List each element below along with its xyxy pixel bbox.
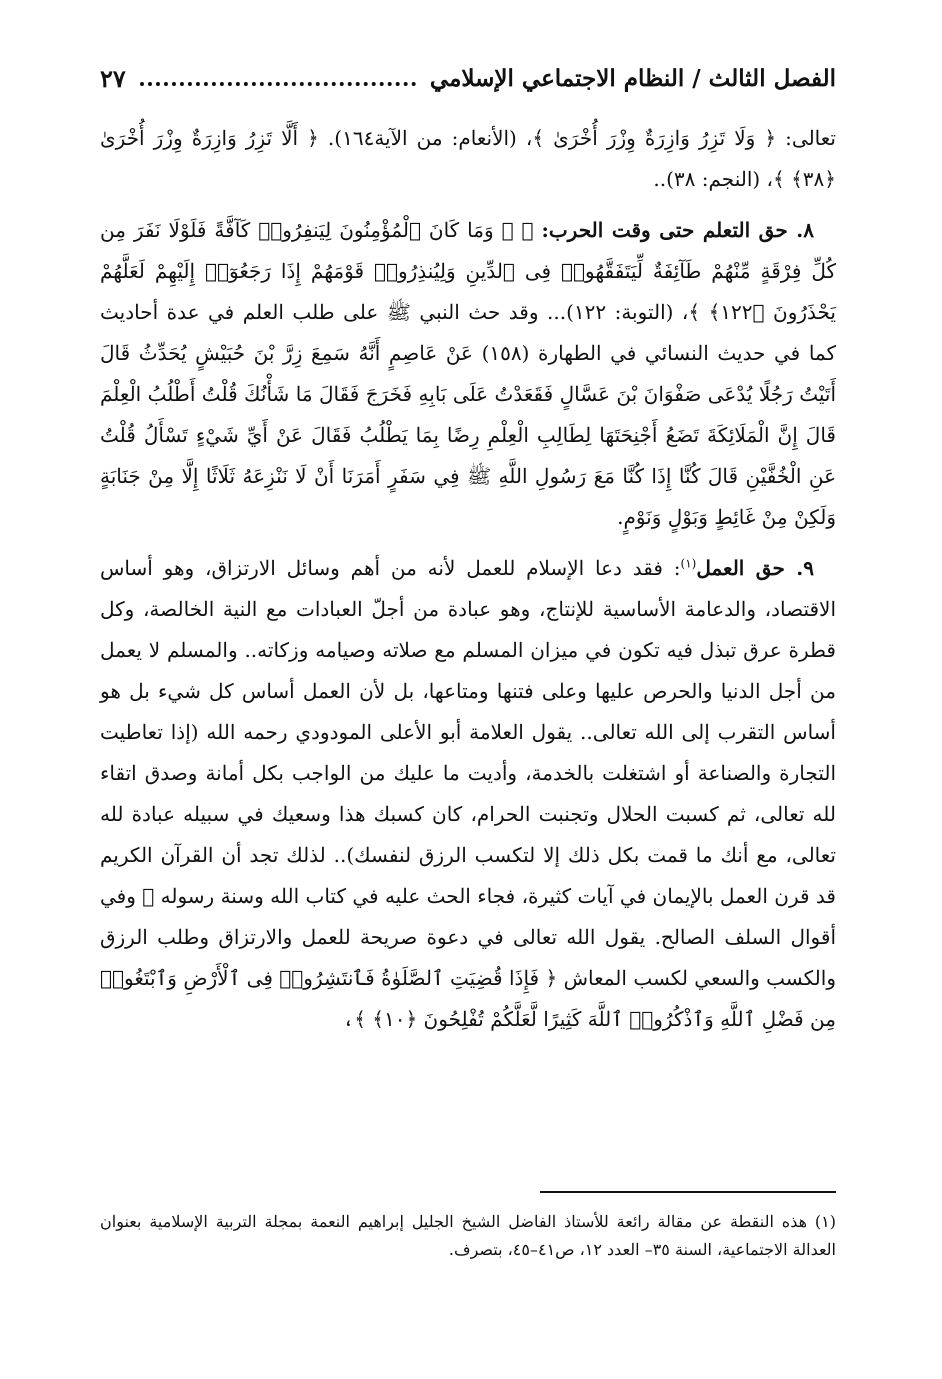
header-dotted-leader — [140, 82, 416, 86]
paragraph-2-heading: ٨. حق التعلم حتى وقت الحرب: — [541, 218, 814, 242]
paragraph-1 — [100, 118, 836, 200]
running-header — [100, 58, 836, 98]
footnote — [100, 1208, 836, 1264]
main-text — [100, 118, 836, 1040]
paragraph-2-text: ﴿ ۞ وَمَا كَانَ ٱلْمُؤْمِنُونَ لِيَنفِرُوا۟ كَآفَّةً فَلَوْلَا نَفَرَ مِن كُلِّ فِرْقَةٍ مِّنْهُمْ طَآئِفَةٌ لِّيَتَفَقَّهُوا۟ فِى ٱلدِّينِ وَلِيُنذِرُوا۟ قَوْمَهُمْ إِذَا رَجَعُوٓا۟ إِلَيْهِمْ لَعَلَّهُمْ يَحْذَرُونَ ﴿١٢٢﴾ ﴾، (التوبة: ١٢٢)... وقد حث النبي ﷺ على طلب العلم في عدة أحاديث كما في حديث النسائي في الطهارة (١٥٨) عَنْ عَاصِمٍ أَنَّهُ سَمِعَ زِرَّ بْنَ حُبَيْشٍ يُحَدِّثُ قَالَ أَتَيْتُ رَجُلًا يُدْعَى صَفْوَانَ بْنَ عَسَّالٍ فَقَعَدْتُ عَلَى بَابِهِ فَخَرَجَ فَقَالَ مَا شَأْنُكَ قُلْتُ أَطْلُبُ الْعِلْمَ قَالَ إِنَّ الْمَلَائِكَةَ تَضَعُ أَجْنِحَتَهَا لِطَالِبِ الْعِلْمِ رِضًا بِمَا يَطْلُبُ فَقَالَ عَنْ أَيِّ شَيْءٍ تَسْأَلُ قُلْتُ عَنِ الْخُفَّيْنِ قَالَ كُنَّا إِذَا كُنَّا مَعَ رَسُولِ اللَّهِ ﷺ فِي سَفَرٍ أَمَرَنَا أَنْ لَا نَنْزِعَهُ ثَلَاثًا إِلَّا مِنْ جَنَابَةٍ وَلَكِنْ مِنْ غَائِطٍ وَبَوْلٍ وَنَوْمٍ. — [100, 218, 837, 529]
paragraph-1-text: تعالى: ﴿ وَلَا تَزِرُ وَازِرَةٌ وِزْرَ أُخْرَىٰ ﴾، (الأنعام: من الآية١٦٤). ﴿ أَلَّا تَزِرُ وَازِرَةٌ وِزْرَ أُخْرَىٰ ﴿٣٨﴾ ﴾، (النجم: ٣٨).. — [100, 126, 836, 191]
footnote-text: (١) هذه النقطة عن مقالة رائعة للأستاذ الفاضل الشيخ الجليل إبراهيم النعمة بمجلة التربية الإسلامية بعنوان العدالة الاجتماعية، السنة ٣٥– العدد ١٢، ص٤١–٤٥، بتصرف. — [100, 1212, 836, 1259]
footnote-separator — [540, 1191, 836, 1193]
paragraph-3-heading: ٩. حق العمل — [696, 556, 814, 580]
page-number: ٢٧ — [100, 63, 126, 93]
chapter-title: الفصل الثالث / النظام الاجتماعي الإسلامي — [429, 64, 836, 92]
paragraph-2 — [100, 210, 836, 538]
paragraph-3 — [100, 548, 836, 1040]
footnote-reference[interactable]: (١) — [680, 556, 697, 571]
paragraph-3-text: : فقد دعا الإسلام للعمل لأنه من أهم وسائل الارتزاق، وهو أساس الاقتصاد، والدعامة الأساسية للإنتاج، وهو عبادة من أجلّ العبادات مع النية الخالصة، وكل قطرة عرق تبذل فيه تكون في ميزان المسلم مع صلاته وصيامه وزكاته.. والمسلم لا يعمل من أجل الدنيا والحرص عليها وعلى فتنها ومتاعها، بل لأن العمل أساس كل شيء بل هو أساس التقرب إلى الله تعالى.. يقول العلامة أبو الأعلى المودودي رحمه الله (إذا تعاطيت التجارة والصناعة أو اشتغلت بالخدمة، وأديت ما عليك من الواجب بكل أمانة وصدق اتقاء لله تعالى، ثم كسبت الحلال وتجنبت الحرام، كان كسبك هذا وسعيك في سبيله عبادة لله تعالى، مع أنك ما قمت بكل ذلك إلا لتكسب الرزق لنفسك).. لذلك تجد أن القرآن الكريم قد قرن العمل بالإيمان في آيات كثيرة، فجاء الحث عليه في كتاب الله وسنة رسوله ﷺ وفي أقوال السلف الصالح. يقول الله تعالى في دعوة صريحة للعمل والارتزاق وطلب الرزق والكسب والسعي لكسب المعاش ﴿ فَإِذَا قُضِيَتِ ٱلصَّلَوٰةُ فَٱنتَشِرُوا۟ فِى ٱلْأَرْضِ وَٱبْتَغُوا۟ مِن فَضْلِ ٱللَّهِ وَٱذْكُرُوا۟ ٱللَّهَ كَثِيرًا لَّعَلَّكُمْ تُفْلِحُونَ ﴿١٠﴾ ﴾، — [100, 556, 836, 1031]
